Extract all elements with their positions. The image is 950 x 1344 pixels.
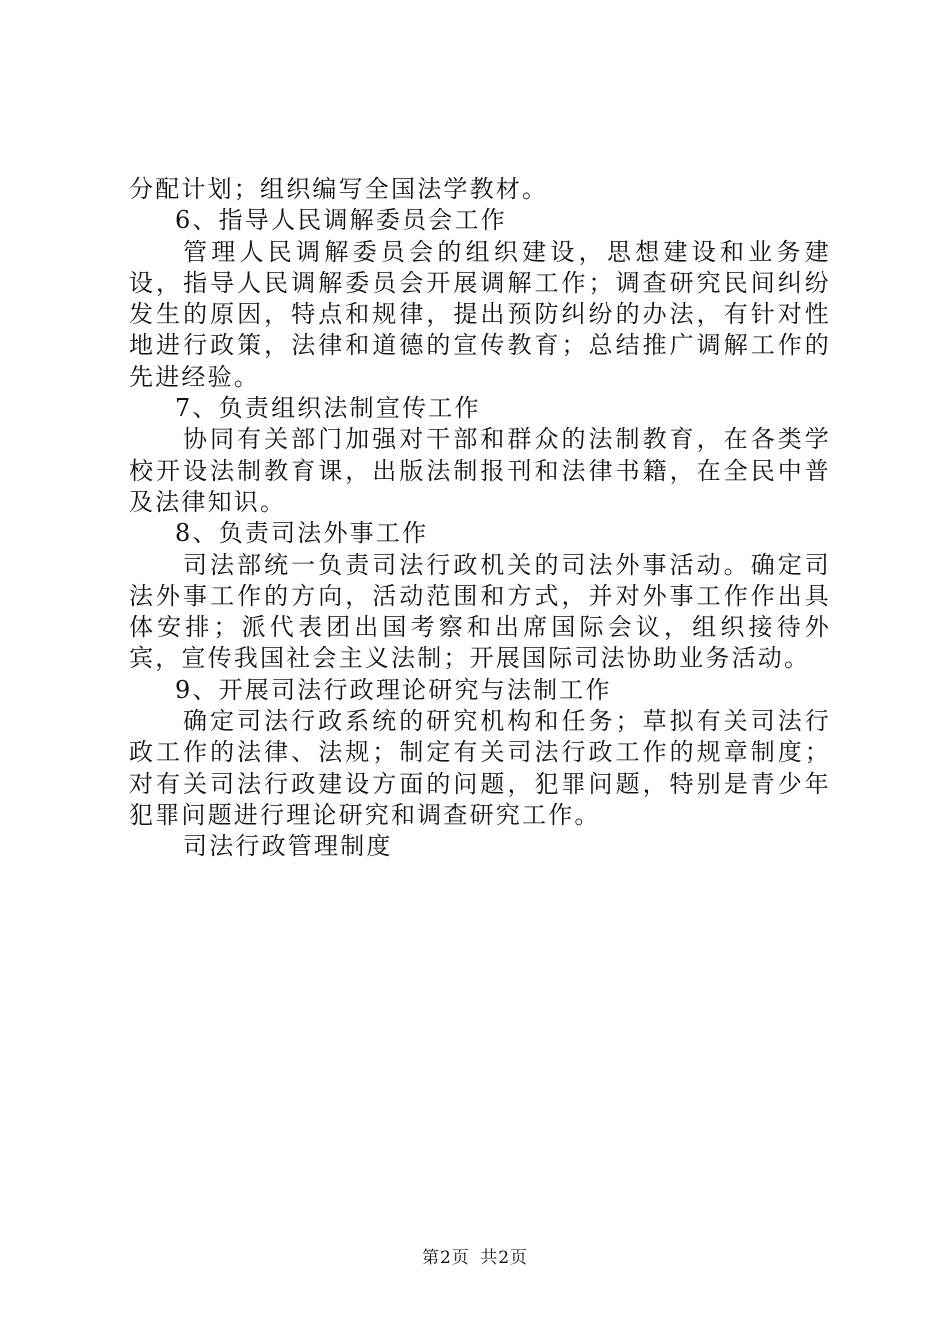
paragraph-continuation: 分配计划；组织编写全国法学教材。 [129, 175, 549, 203]
paragraph-closing-title: 司法行政管理制度 [183, 832, 393, 861]
paragraph-legal-publicity: 协同有关部门加强对干部和群众的法制教育，在各类学校开设法制教育课，出版法制报刊和法律书籍，在全民中普及法律知识。 [129, 425, 831, 516]
page-total: 共2页 [480, 1248, 529, 1268]
section-heading-9: 9、开展司法行政理论研究与法制工作 [175, 675, 612, 704]
section-heading-8: 8、负责司法外事工作 [175, 519, 429, 548]
section-heading-7: 7、负责组织法制宣传工作 [175, 394, 481, 423]
page-footer [0, 1243, 950, 1268]
document-body [129, 174, 831, 863]
paragraph-mediation: 管理人民调解委员会的组织建设，思想建设和业务建设，指导人民调解委员会开展调解工作；调查研究民间纠纷发生的原因，特点和规律，提出预防纠纷的办法，有针对性地进行政策，法律和道德的宣传教育；总结推广调解工作的先进经验。 [129, 237, 831, 391]
paragraph-theory-research: 确定司法行政系统的研究机构和任务；草拟有关司法行政工作的法律、法规；制定有关司法行政工作的规章制度；对有关司法行政建设方面的问题，犯罪问题，特别是青少年犯罪问题进行理论研究和调查研究工作。 [129, 707, 831, 829]
page-number: 第2页 [421, 1248, 470, 1268]
section-heading-6: 6、指导人民调解委员会工作 [175, 206, 507, 235]
paragraph-foreign-affairs: 司法部统一负责司法行政机关的司法外事活动。确定司法外事工作的方向，活动范围和方式，并对外事工作作出具体安排；派代表团出国考察和出席国际会议，组织接待外宾，宣传我国社会主义法制；开展国际司法协助业务活动。 [129, 550, 831, 673]
